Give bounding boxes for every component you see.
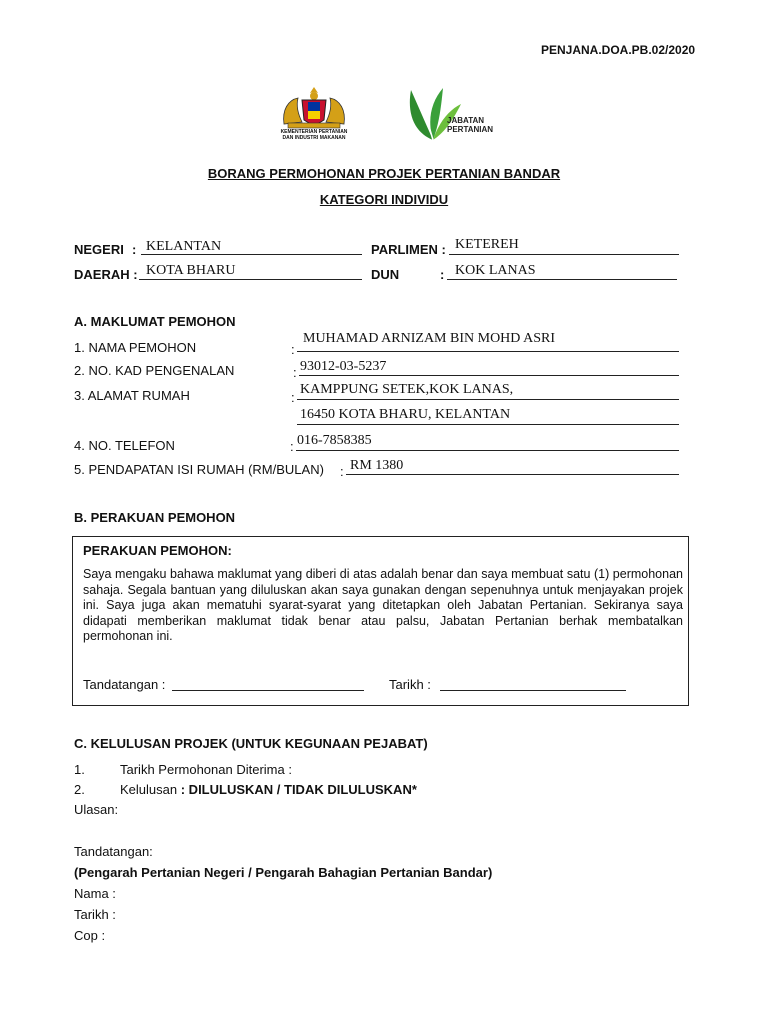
ic-value[interactable]: 93012-03-5237 — [300, 359, 387, 374]
declaration-text: Saya mengaku bahawa maklumat yang diberi di atas adalah benar dan saya membuat satu (1) permohonan sahaja. Segala bantuan yang diluluskan akan saya gunakan dengan sepenuhnya untuk menjayakan projek ini. Saya juga akan mematuhi syarat-syarat yang ditetapkan oleh Jabatan Pertanian. Sekiranya saya didapati memberikan maklumat tidak benar atau palsu, Jabatan Pertanian berhak membatalkan permohonan ini. — [83, 567, 683, 643]
telefon-value[interactable]: 016-7858385 — [297, 433, 372, 448]
nama-value[interactable]: MUHAMAD ARNIZAM BIN MOHD ASRI — [303, 331, 556, 346]
ulasan-label: Ulasan: — [74, 802, 119, 817]
jabatan-caption-2: PERTANIAN — [447, 125, 494, 134]
coat-of-arms-icon — [272, 84, 356, 130]
tarikh-officer-label: Tarikh : — [74, 907, 116, 922]
dun-value[interactable]: KOK LANAS — [455, 263, 536, 278]
applicant-signature-label: Tandatangan : — [83, 677, 166, 692]
officer-signature-label: Tandatangan: — [74, 844, 153, 859]
alamat-underline-1 — [297, 399, 679, 400]
form-title: BORANG PERMOHONAN PROJEK PERTANIAN BANDAR — [207, 166, 561, 181]
telefon-underline — [296, 450, 679, 451]
nama-officer-label: Nama : — [74, 886, 116, 901]
ministry-crest-logo — [272, 84, 356, 144]
alamat-value-2[interactable]: 16450 KOTA BHARU, KELANTAN — [300, 407, 511, 422]
leaf-emblem-icon — [403, 82, 463, 144]
parlimen-value[interactable]: KETEREH — [455, 237, 519, 252]
item1-text: Tarikh Permohonan Diterima : — [120, 762, 292, 777]
applicant-date-label: Tarikh : — [389, 677, 431, 692]
telefon-label: 4. NO. TELEFON — [74, 438, 175, 453]
officer-title: (Pengarah Pertanian Negeri / Pengarah Bahagian Pertanian Bandar) — [74, 865, 493, 880]
item1-number: 1. — [74, 762, 85, 777]
dun-underline — [447, 279, 677, 280]
applicant-signature-line[interactable] — [172, 690, 364, 691]
section-a-heading: A. MAKLUMAT PEMOHON — [74, 314, 236, 329]
alamat-label: 3. ALAMAT RUMAH — [74, 388, 190, 403]
nama-label: 1. NAMA PEMOHON — [74, 340, 197, 355]
jabatan-pertanian-logo — [403, 82, 503, 144]
declaration-title: PERAKUAN PEMOHON: — [83, 543, 232, 558]
document-reference: PENJANA.DOA.PB.02/2020 — [541, 43, 696, 57]
dun-label: DUN — [371, 267, 400, 282]
pendapatan-underline — [346, 474, 679, 475]
approval-options: : DILULUSKAN / TIDAK DILULUSKAN* — [180, 782, 417, 797]
jabatan-caption-1: JABATAN — [447, 116, 485, 125]
ic-underline — [299, 375, 679, 376]
ic-label: 2. NO. KAD PENGENALAN — [74, 363, 235, 378]
ministry-caption-2: DAN INDUSTRI MAKANAN — [282, 135, 346, 141]
section-c-heading: C. KELULUSAN PROJEK (UNTUK KEGUNAAN PEJABAT) — [74, 736, 428, 751]
daerah-underline — [139, 279, 362, 280]
parlimen-label: PARLIMEN : — [371, 242, 446, 257]
item2-text: Kelulusan — [120, 782, 178, 797]
cop-label: Cop : — [74, 928, 106, 943]
alamat-value-1[interactable]: KAMPPUNG SETEK,KOK LANAS, — [300, 382, 514, 397]
dun-colon: : — [440, 267, 445, 282]
negeri-value[interactable]: KELANTAN — [146, 239, 222, 254]
pendapatan-value[interactable]: RM 1380 — [350, 458, 404, 473]
section-b-heading: B. PERAKUAN PEMOHON — [74, 510, 236, 525]
form-subtitle: KATEGORI INDIVIDU — [319, 192, 449, 207]
applicant-date-line[interactable] — [440, 690, 626, 691]
ministry-caption-1: KEMENTERIAN PERTANIAN — [280, 129, 348, 135]
daerah-value[interactable]: KOTA BHARU — [146, 263, 236, 278]
parlimen-underline — [449, 254, 679, 255]
pendapatan-label: 5. PENDAPATAN ISI RUMAH (RM/BULAN) — [74, 462, 324, 477]
alamat-underline-2 — [297, 424, 679, 425]
nama-underline — [297, 351, 679, 352]
negeri-label: NEGERI — [74, 242, 124, 257]
item2-number: 2. — [74, 782, 85, 797]
negeri-colon: : — [132, 242, 137, 257]
daerah-label: DAERAH : — [74, 267, 138, 282]
